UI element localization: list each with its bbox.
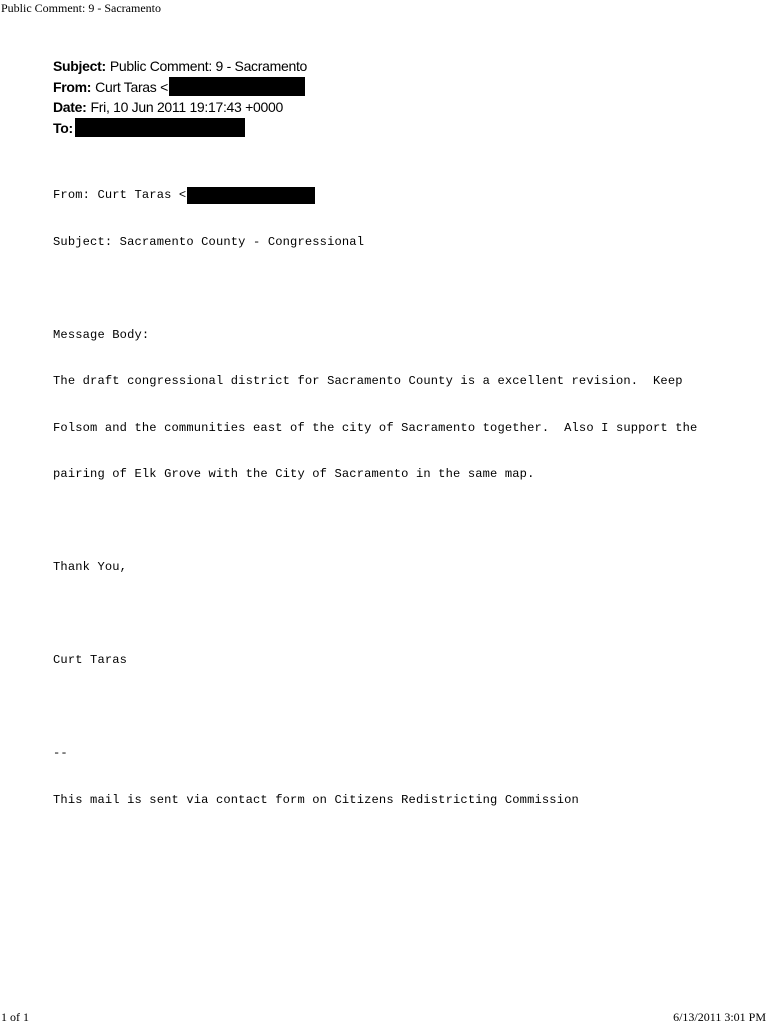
blank-line	[53, 607, 697, 623]
message-subject-line: Subject: Sacramento County - Congressional	[53, 234, 365, 249]
message-body-label: Message Body:	[53, 327, 150, 342]
message-closing: Thank You,	[53, 560, 128, 574]
email-headers	[53, 56, 307, 138]
page-number: 1 of 1	[1, 1010, 29, 1024]
message-content	[53, 157, 697, 824]
from-label: From:	[53, 78, 92, 95]
redaction-bar	[187, 187, 315, 204]
print-header-title: Public Comment: 9 - Sacramento	[1, 1, 161, 15]
from-row	[53, 77, 307, 98]
redaction-bar	[75, 118, 245, 137]
to-row	[53, 118, 307, 139]
message-body-line: The draft congressional district for Sacramento County is a excellent revision. Keep	[53, 374, 683, 388]
signature-separator: --	[53, 746, 68, 760]
message-from-text: From: Curt Taras <	[53, 188, 187, 202]
from-value: Curt Taras <	[95, 78, 168, 95]
message-body-line: pairing of Elk Grove with the City of Sacramento in the same map.	[53, 467, 535, 481]
date-label: Date:	[53, 99, 87, 115]
subject-label: Subject:	[53, 58, 106, 74]
subject-row	[53, 56, 307, 77]
message-from-line	[53, 188, 697, 204]
message-footer-note: This mail is sent via contact form on Citizens Redistricting Commission	[53, 792, 579, 807]
to-label: To:	[53, 119, 73, 136]
message-body-line: Folsom and the communities east of the city of Sacramento together. Also I support the	[53, 420, 698, 435]
message-signature: Curt Taras	[53, 653, 128, 667]
redaction-bar	[169, 77, 305, 96]
date-value: Fri, 10 Jun 2011 19:17:43 +0000	[90, 99, 283, 115]
print-timestamp: 6/13/2011 3:01 PM	[673, 1010, 766, 1024]
blank-line	[53, 281, 697, 297]
blank-line	[53, 700, 697, 716]
blank-line	[53, 514, 697, 530]
date-row	[53, 97, 307, 118]
subject-value: Public Comment: 9 - Sacramento	[109, 58, 308, 74]
